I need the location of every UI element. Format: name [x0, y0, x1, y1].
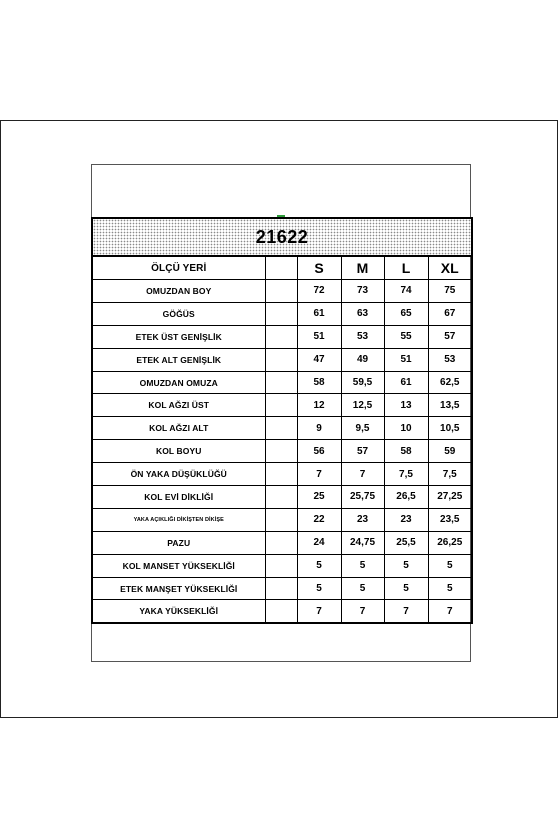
value-cell-s: 24: [297, 531, 341, 554]
value-cell-m: 24,75: [341, 531, 384, 554]
value-cell-xl: 7: [428, 600, 472, 623]
measurement-label: ETEK MANŞET YÜKSEKLİĞİ: [92, 577, 265, 600]
value-cell-s: 72: [297, 280, 341, 303]
measurement-row: [92, 508, 472, 531]
size-header-l: L: [384, 256, 428, 280]
blank-cell: [265, 554, 297, 577]
blank-cell: [265, 280, 297, 303]
value-cell-l: 5: [384, 577, 428, 600]
value-cell-l: 25,5: [384, 531, 428, 554]
value-cell-m: 23: [341, 508, 384, 531]
value-cell-l: 7: [384, 600, 428, 623]
value-cell-xl: 57: [428, 325, 472, 348]
value-cell-m: 59,5: [341, 371, 384, 394]
measurement-row: [92, 280, 472, 303]
blank-cell: [265, 577, 297, 600]
value-cell-m: 7: [341, 600, 384, 623]
value-cell-s: 5: [297, 554, 341, 577]
value-cell-l: 51: [384, 348, 428, 371]
measurement-label: OMUZDAN OMUZA: [92, 371, 265, 394]
value-cell-m: 63: [341, 302, 384, 325]
value-cell-s: 5: [297, 577, 341, 600]
size-header-s: S: [297, 256, 341, 280]
value-cell-xl: 5: [428, 577, 472, 600]
value-cell-m: 53: [341, 325, 384, 348]
size-chart-table: [91, 217, 473, 624]
blank-cell: [265, 417, 297, 440]
value-cell-m: 12,5: [341, 394, 384, 417]
model-code-row: [92, 218, 472, 256]
measurement-label: KOL EVİ DİKLİĞİ: [92, 486, 265, 509]
value-cell-m: 57: [341, 440, 384, 463]
value-cell-m: 49: [341, 348, 384, 371]
measurement-label: ETEK ALT GENİŞLİK: [92, 348, 265, 371]
measurement-label: KOL BOYU: [92, 440, 265, 463]
value-cell-l: 65: [384, 302, 428, 325]
value-cell-l: 5: [384, 554, 428, 577]
measurement-row: [92, 440, 472, 463]
value-cell-s: 61: [297, 302, 341, 325]
blank-cell: [265, 302, 297, 325]
measurement-label: YAKA AÇIKLIĞI DİKİŞTEN DİKİŞE: [92, 508, 265, 531]
value-cell-m: 7: [341, 463, 384, 486]
value-cell-m: 5: [341, 554, 384, 577]
value-cell-s: 7: [297, 600, 341, 623]
measurement-label: PAZU: [92, 531, 265, 554]
value-cell-m: 9,5: [341, 417, 384, 440]
blank-cell: [265, 394, 297, 417]
measurement-row: [92, 325, 472, 348]
value-cell-s: 9: [297, 417, 341, 440]
value-cell-l: 58: [384, 440, 428, 463]
header-row: [92, 256, 472, 280]
measurement-row: [92, 531, 472, 554]
measurement-row: [92, 577, 472, 600]
value-cell-xl: 75: [428, 280, 472, 303]
value-cell-s: 51: [297, 325, 341, 348]
blank-cell: [265, 325, 297, 348]
value-cell-m: 73: [341, 280, 384, 303]
measurement-row: [92, 554, 472, 577]
blank-cell: [265, 440, 297, 463]
value-cell-m: 5: [341, 577, 384, 600]
blank-cell: [265, 486, 297, 509]
blank-cell: [265, 600, 297, 623]
size-header-xl: XL: [428, 256, 472, 280]
value-cell-l: 55: [384, 325, 428, 348]
blank-header-cell: [265, 256, 297, 280]
value-cell-s: 56: [297, 440, 341, 463]
blank-cell: [265, 348, 297, 371]
value-cell-l: 10: [384, 417, 428, 440]
blank-cell: [265, 463, 297, 486]
value-cell-s: 47: [297, 348, 341, 371]
value-cell-s: 25: [297, 486, 341, 509]
value-cell-xl: 59: [428, 440, 472, 463]
value-cell-xl: 7,5: [428, 463, 472, 486]
value-cell-s: 58: [297, 371, 341, 394]
value-cell-xl: 5: [428, 554, 472, 577]
measurement-row: [92, 371, 472, 394]
value-cell-xl: 67: [428, 302, 472, 325]
measurement-row: [92, 348, 472, 371]
measurement-row: [92, 394, 472, 417]
measurement-row: [92, 302, 472, 325]
measurement-row: [92, 600, 472, 623]
value-cell-m: 25,75: [341, 486, 384, 509]
value-cell-s: 12: [297, 394, 341, 417]
value-cell-xl: 53: [428, 348, 472, 371]
blank-cell: [265, 508, 297, 531]
value-cell-s: 7: [297, 463, 341, 486]
measurement-row: [92, 463, 472, 486]
measurement-label: KOL AĞZI ALT: [92, 417, 265, 440]
value-cell-l: 26,5: [384, 486, 428, 509]
measurement-label: KOL AĞZI ÜST: [92, 394, 265, 417]
measurement-row: [92, 417, 472, 440]
measurement-row: [92, 486, 472, 509]
value-cell-xl: 13,5: [428, 394, 472, 417]
value-cell-xl: 23,5: [428, 508, 472, 531]
value-cell-l: 23: [384, 508, 428, 531]
value-cell-l: 7,5: [384, 463, 428, 486]
blank-cell: [265, 531, 297, 554]
measurement-label: ÖN YAKA DÜŞÜKLÜĞÜ: [92, 463, 265, 486]
size-header-m: M: [341, 256, 384, 280]
value-cell-xl: 26,25: [428, 531, 472, 554]
model-code: 21622: [255, 226, 309, 247]
value-cell-l: 74: [384, 280, 428, 303]
value-cell-xl: 27,25: [428, 486, 472, 509]
measurement-label: OMUZDAN BOY: [92, 280, 265, 303]
measurement-label: KOL MANSET YÜKSEKLİĞİ: [92, 554, 265, 577]
measurement-point-header: ÖLÇÜ YERİ: [92, 256, 265, 280]
value-cell-l: 61: [384, 371, 428, 394]
blank-cell: [265, 371, 297, 394]
value-cell-xl: 62,5: [428, 371, 472, 394]
model-code-cell: [92, 218, 472, 256]
value-cell-xl: 10,5: [428, 417, 472, 440]
measurement-label: GÖĞÜS: [92, 302, 265, 325]
measurement-label: YAKA YÜKSEKLİĞİ: [92, 600, 265, 623]
value-cell-l: 13: [384, 394, 428, 417]
measurement-label: ETEK ÜST GENİŞLİK: [92, 325, 265, 348]
value-cell-s: 22: [297, 508, 341, 531]
